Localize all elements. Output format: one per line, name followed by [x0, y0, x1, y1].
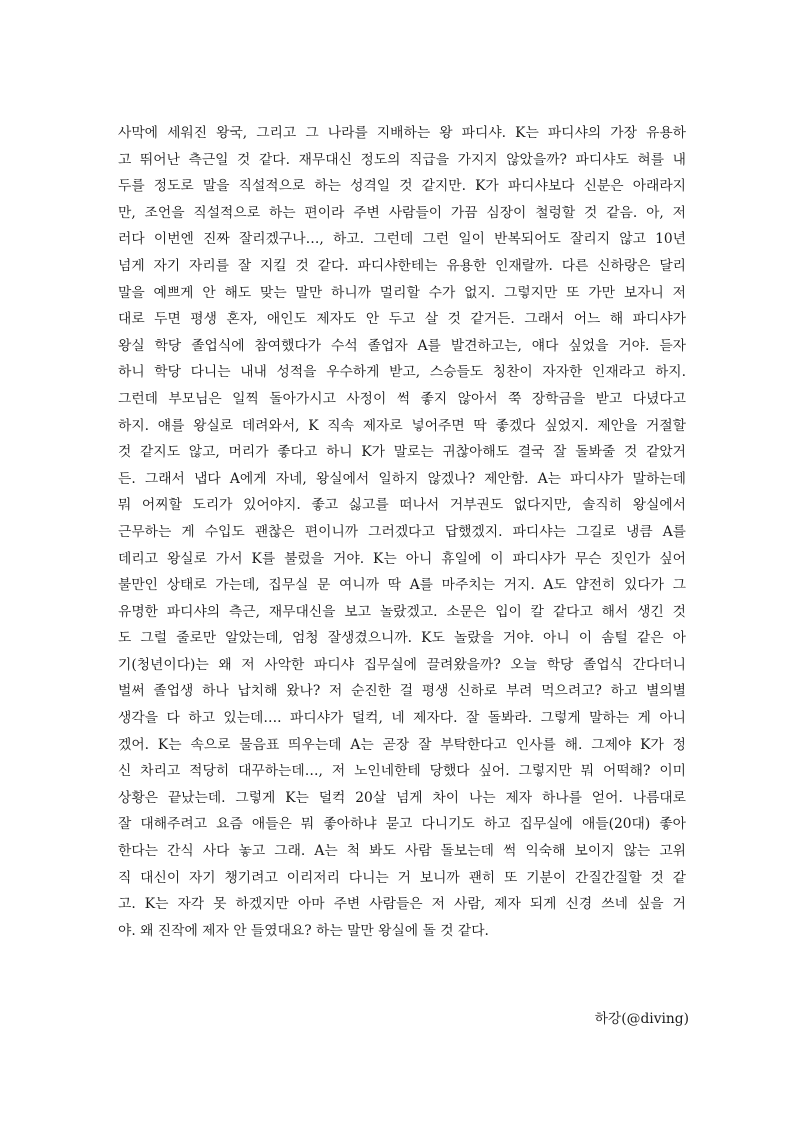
text-line: 만, 조언을 직설적으로 하는 편이라 주변 사람들이 가끔 심장이 철렁할 것 같음. 아, 저 — [118, 204, 686, 221]
text-line: 뭐 어찌할 도리가 있어야지. 좋고 싫고를 떠나서 거부권도 없다지만, 솔직히 왕실에서 — [118, 497, 686, 514]
text-line: 대로 두면 평생 혼자, 애인도 제자도 안 두고 살 것 같거든. 그래서 어느 해 파디샤가 — [118, 311, 686, 328]
text-line: 말을 예쁘게 안 해도 맞는 말만 하니까 멀리할 수가 없지. 그렇지만 또 가만 보자니 저 — [118, 284, 686, 301]
text-line: 고 뛰어난 측근일 것 같다. 재무대신 정도의 직급을 가지지 않았을까? 파디샤도 혀를 내 — [118, 151, 686, 168]
text-line: 상황은 끝났는데. 그렇게 K는 덜컥 20살 넘게 차이 나는 제자 하나를 얻어. 나름대로 — [118, 789, 686, 806]
text-line: 생각을 다 하고 있는데…. 파디샤가 덜컥, 네 제자다. 잘 돌봐라. 그렇게 말하는 게 아니 — [118, 710, 686, 727]
text-line: 것 같지도 않고, 머리가 좋다고 하니 K가 말로는 귀찮아해도 결국 잘 돌봐줄 것 같았거 — [118, 444, 686, 461]
text-line: 데리고 왕실로 가서 K를 불렀을 거야. K는 아니 휴일에 이 파디샤가 무슨 짓인가 싶어 — [118, 550, 686, 567]
text-line: 유명한 파디샤의 측근, 재무대신을 보고 놀랐겠고. 소문은 입이 칼 같다고 해서 생긴 것 — [118, 603, 686, 620]
text-line: 넘게 자기 자리를 잘 지킬 것 같다. 파디샤한테는 유용한 인재랄까. 다른 신하랑은 달리 — [118, 257, 686, 274]
text-line: 그런데 부모님은 일찍 돌아가시고 사정이 썩 좋지 않아서 쭉 장학금을 받고 다녔다고 — [118, 390, 686, 407]
text-line: 하니 학당 다니는 내내 성적을 우수하게 받고, 스승들도 칭찬이 자자한 인재라고 하지. — [118, 364, 686, 381]
text-line: 벌써 졸업생 하나 납치해 왔나? 저 순진한 걸 평생 신하로 부려 먹으려고? 하고 별의별 — [118, 683, 686, 700]
text-line: 두를 정도로 말을 직설적으로 하는 성격일 것 같지만. K가 파디샤보다 신분은 아래라지 — [118, 178, 686, 195]
author-signature: 하강(@diving) — [594, 1011, 689, 1027]
text-line: 한다는 간식 사다 놓고 그래. A는 척 봐도 사람 돌보는데 썩 익숙해 보이지 않는 고위 — [118, 843, 686, 860]
body-text — [118, 120, 686, 944]
text-line: 고. K는 자각 못 하겠지만 아마 주변 사람들은 저 사람, 제자 되게 신경 쓰네 싶을 거 — [118, 896, 686, 913]
text-line: 근무하는 게 수입도 괜찮은 편이니까 그러겠다고 답했겠지. 파디샤는 그길로 냉큼 A를 — [118, 523, 686, 540]
text-line: 사막에 세워진 왕국, 그리고 그 나라를 지배하는 왕 파디샤. K는 파디샤의 가장 유용하 — [118, 125, 686, 141]
text-line: 하지. 얘를 왕실로 데려와서, K 직속 제자로 넣어주면 딱 좋겠다 싶었지. 제안을 거절할 — [118, 417, 686, 434]
text-line: 직 대신이 자기 챙기려고 이리저리 다니는 거 보니까 괜히 또 기분이 간질간질할 것 같 — [118, 869, 686, 886]
text-line: 신 차리고 적당히 대꾸하는데…, 저 노인네한테 당했다 싶어. 그렇지만 뭐 어떡해? 이미 — [118, 763, 686, 780]
text-line: 러다 이번엔 진짜 잘리겠구나…, 하고. 그런데 그런 일이 반복되어도 잘리지 않고 10년 — [118, 231, 686, 248]
text-line: 잘 대해주려고 요즘 애들은 뭐 좋아하냐 묻고 다니기도 하고 집무실에 애들(20대) 좋아 — [118, 816, 686, 833]
text-line: 왕실 학당 졸업식에 참여했다가 수석 졸업자 A를 발견하고는, 얘다 싶었을 거야. 듣자 — [118, 337, 686, 354]
text-line: 든. 그래서 냅다 A에게 자네, 왕실에서 일하지 않겠나? 제안함. A는 파디샤가 말하는데 — [118, 470, 686, 487]
text-line: 기(청년이다)는 왜 저 사악한 파디샤 집무실에 끌려왔을까? 오늘 학당 졸업식 간다더니 — [118, 656, 686, 673]
text-line: 야. 왜 진작에 제자 안 들였대요? 하는 말만 왕실에 돌 것 같다. — [118, 922, 489, 939]
text-line: 겠어. K는 속으로 물음표 띄우는데 A는 곧장 잘 부탁한다고 인사를 해. 그제야 K가 정 — [118, 736, 686, 753]
text-line: 불만인 상태로 가는데, 집무실 문 여니까 딱 A를 마주치는 거지. A도 얌전히 있다가 그 — [118, 577, 686, 594]
text-line: 도 그럴 줄로만 알았는데, 엄청 잘생겼으니까. K도 놀랐을 거야. 아니 이 솜털 같은 아 — [118, 630, 686, 647]
